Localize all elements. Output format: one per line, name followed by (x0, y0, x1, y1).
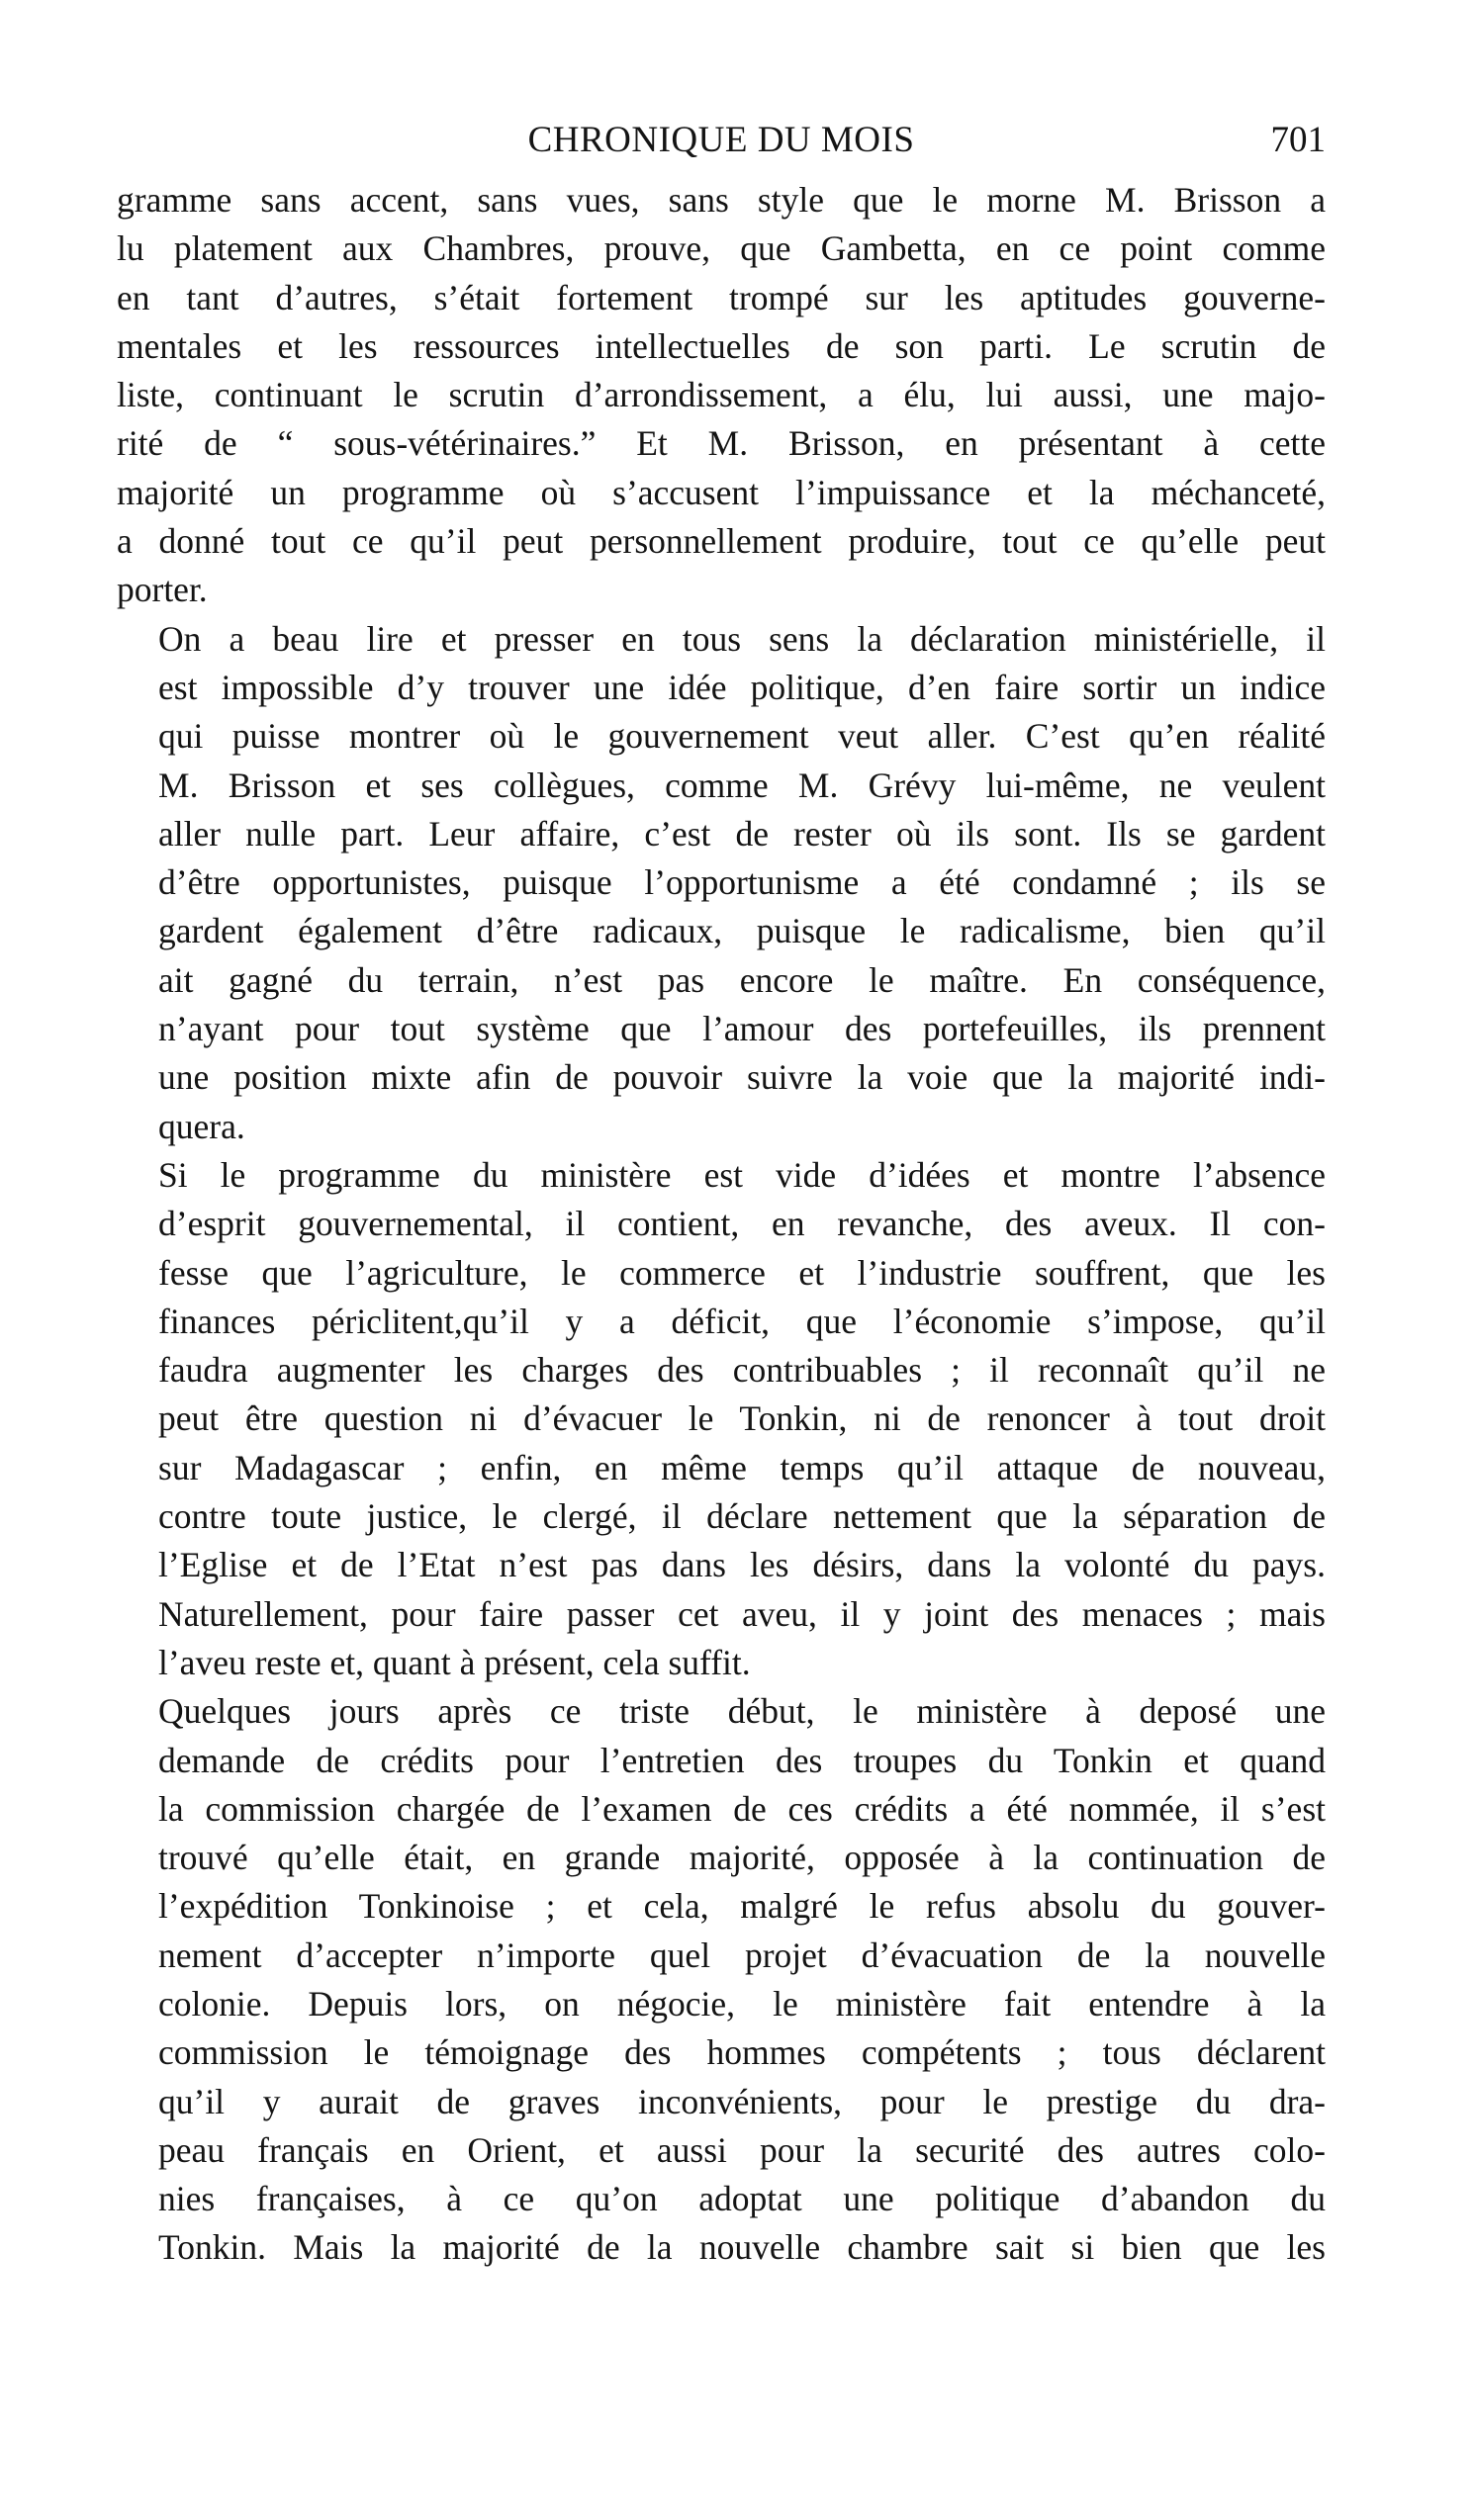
running-head (117, 117, 1326, 172)
text-line: Quelques jours après ce triste début, le ministère à deposé une (158, 1691, 1326, 1732)
text-line: d’être opportunistes, puisque l’opportunisme a été condamné ; ils se (158, 862, 1326, 903)
text-line: quera. (158, 1106, 245, 1146)
paragraph (117, 1151, 1326, 1687)
text-line: peut être question ni d’évacuer le Tonkin, ni de renoncer à tout droit (158, 1398, 1326, 1439)
text-line: est impossible d’y trouver une idée politique, d’en faire sortir un indice (158, 667, 1326, 707)
page-number: 701 (1270, 120, 1326, 160)
text-line: fesse que l’agriculture, le commerce et l’industrie souffrent, que les (158, 1252, 1326, 1293)
text-line: Tonkin. Mais la majorité de la nouvelle chambre sait si bien que les (158, 2227, 1326, 2268)
text-line: d’esprit gouvernemental, il contient, en revanche, des aveux. Il con- (158, 1204, 1326, 1244)
text-line: finances périclitent,qu’il y a déficit, que l’économie s’impose, qu’il (158, 1301, 1326, 1341)
text-line: peau français en Orient, et aussi pour la securité des autres colo- (158, 2129, 1326, 2170)
text-line: gramme sans accent, sans vues, sans style que le morne M. Brisson a (117, 180, 1326, 220)
text-line: Naturellement, pour faire passer cet aveu, il y joint des menaces ; mais (158, 1593, 1326, 1634)
text-line: trouvé qu’elle était, en grande majorité, opposée à la continuation de (158, 1838, 1326, 1878)
text-line: rité de “ sous-vétérinaires.” Et M. Brisson, en présentant à cette (117, 423, 1326, 464)
page (117, 117, 1326, 2273)
text-line: On a beau lire et presser en tous sens la déclaration ministérielle, il (158, 618, 1326, 659)
text-line: contre toute justice, le clergé, il déclare nettement que la séparation de (158, 1496, 1326, 1537)
text-line: l’Eglise et de l’Etat n’est pas dans les désirs, dans la volonté du pays. (158, 1545, 1326, 1585)
text-line: en tant d’autres, s’était fortement trompé sur les aptitudes gouverne- (117, 277, 1326, 317)
text-line: a donné tout ce qu’il peut personnellement produire, tout ce qu’elle peut (117, 521, 1326, 562)
header-title: CHRONIQUE DU MOIS (527, 120, 915, 160)
text-line: qu’il y aurait de graves inconvénients, pour le prestige du dra- (158, 2081, 1326, 2121)
text-line: porter. (117, 570, 208, 610)
text-line: faudra augmenter les charges des contribuables ; il reconnaît qu’il ne (158, 1350, 1326, 1391)
text-line: une position mixte afin de pouvoir suivre la voie que la majorité indi- (158, 1057, 1326, 1098)
text-line: qui puisse montrer où le gouvernement veut aller. C’est qu’en réalité (158, 716, 1326, 757)
body-text (117, 176, 1326, 2273)
text-line: la commission chargée de l’examen de ces crédits a été nommée, il s’est (158, 1788, 1326, 1829)
text-line: n’ayant pour tout système que l’amour des portefeuilles, ils prennent (158, 1009, 1326, 1049)
text-line: l’expédition Tonkinoise ; et cela, malgré le refus absolu du gouver- (158, 1886, 1326, 1927)
paragraph (117, 176, 1326, 615)
text-line: commission le témoignage des hommes compétents ; tous déclarent (158, 2032, 1326, 2073)
text-line: ait gagné du terrain, n’est pas encore le maître. En conséquence, (158, 959, 1326, 1000)
paragraph (117, 1687, 1326, 2273)
text-line: Si le programme du ministère est vide d’idées et montre l’absence (158, 1154, 1326, 1195)
text-line: l’aveu reste et, quant à présent, cela suffit. (158, 1642, 751, 1682)
text-line: liste, continuant le scrutin d’arrondissement, a élu, lui aussi, une majo- (117, 375, 1326, 415)
text-line: demande de crédits pour l’entretien des troupes du Tonkin et quand (158, 1740, 1326, 1780)
text-line: M. Brisson et ses collègues, comme M. Grévy lui-même, ne veulent (158, 765, 1326, 805)
text-line: majorité un programme où s’accusent l’impuissance et la méchanceté, (117, 472, 1326, 512)
text-line: mentales et les ressources intellectuelles de son parti. Le scrutin de (117, 325, 1326, 366)
text-line: nement d’accepter n’importe quel projet d’évacuation de la nouvelle (158, 1935, 1326, 1975)
text-line: colonie. Depuis lors, on négocie, le ministère fait entendre à la (158, 1983, 1326, 2024)
text-line: gardent également d’être radicaux, puisque le radicalisme, bien qu’il (158, 911, 1326, 951)
text-line: sur Madagascar ; enfin, en même temps qu’il attaque de nouveau, (158, 1447, 1326, 1487)
text-line: lu platement aux Chambres, prouve, que Gambetta, en ce point comme (117, 228, 1326, 269)
text-line: aller nulle part. Leur affaire, c’est de rester où ils sont. Ils se gardent (158, 813, 1326, 854)
paragraph (117, 615, 1326, 1151)
text-line: nies françaises, à ce qu’on adoptat une politique d’abandon du (158, 2179, 1326, 2219)
